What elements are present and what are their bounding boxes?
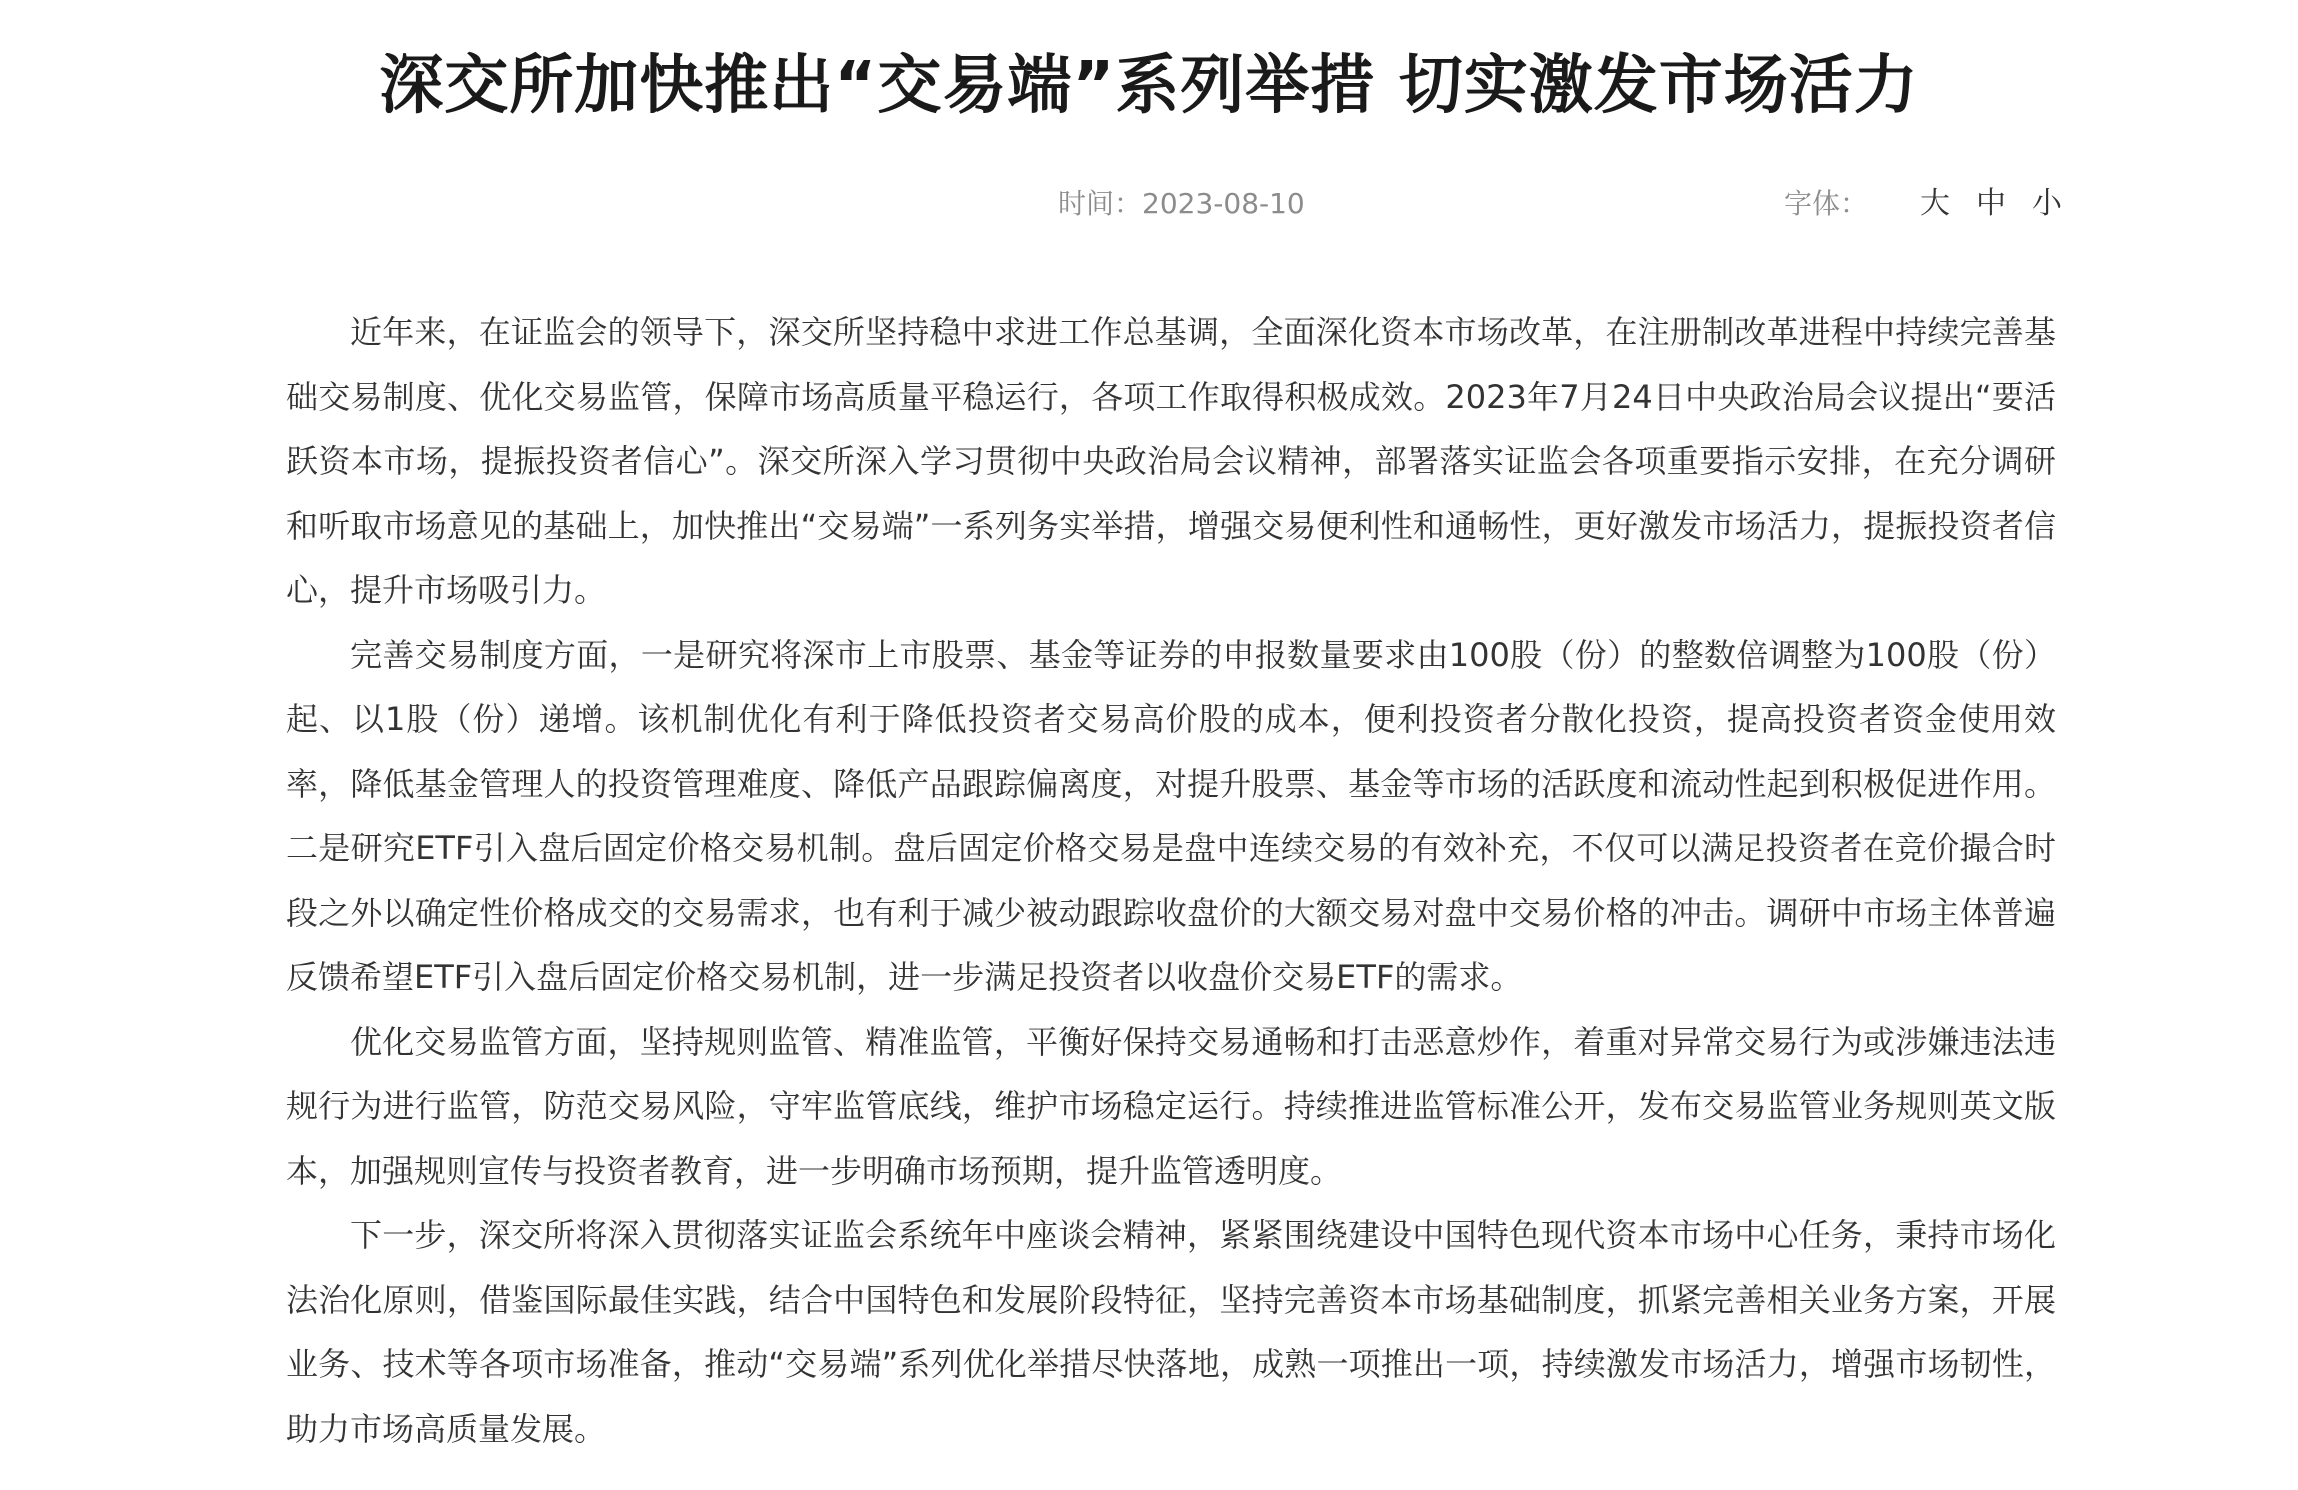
font-size-label: 字体： — [1783, 187, 1868, 220]
date-label: 时间： — [1058, 187, 1143, 220]
publish-date — [1058, 180, 1305, 228]
font-size-small-button[interactable]: 小 — [2032, 186, 2062, 221]
article-paragraph-2: 完善交易制度方面，一是研究将深市上市股票、基金等证券的申报数量要求由100股（份）的整数倍调整为100股（份）起、以1股（份）递增。该机制优化有利于降低投资者交易高价股的成本，便利投资者分散化投资，提高投资者资金使用效率，降低基金管理人的投资管理难度、降低产品跟踪偏离度，对提升股票、基金等市场的活跃度和流动性起到积极促进作用。二是研究ETF引入盘后固定价格交易机制。盘后固定价格交易是盘中连续交易的有效补充，不仅可以满足投资者在竞价撮合时段之外以确定性价格成交的交易需求，也有利于减少被动跟踪收盘价的大额交易对盘中交易价格的冲击。调研中市场主体普遍反馈希望ETF引入盘后固定价格交易机制，进一步满足投资者以收盘价交易ETF的需求。 — [286, 635, 2056, 996]
article-title: 深交所加快推出“交易端”系列举措 切实激发市场活力 — [379, 49, 1919, 123]
article-paragraph-1: 近年来，在证监会的领导下，深交所坚持稳中求进工作总基调，全面深化资本市场改革，在注册制改革进程中持续完善基础交易制度、优化交易监管，保障市场高质量平稳运行，各项工作取得积极成效。2023年7月24日中央政治局会议提出“要活跃资本市场，提振投资者信心”。深交所深入学习贯彻中央政治局会议精神，部署落实证监会各项重要指示安排，在充分调研和听取市场意见的基础上，加快推出“交易端”一系列务实举措，增强交易便利性和通畅性，更好激发市场活力，提振投资者信心，提升市场吸引力。 — [286, 313, 2056, 609]
article-paragraph-4: 下一步，深交所将深入贯彻落实证监会系统年中座谈会精神，紧紧围绕建设中国特色现代资本市场中心任务，秉持市场化法治化原则，借鉴国际最佳实践，结合中国特色和发展阶段特征，坚持完善资本市场基础制度，抓紧完善相关业务方案，开展业务、技术等各项市场准备，推动“交易端”系列优化举措尽快落地，成熟一项推出一项，持续激发市场活力，增强市场韧性，助力市场高质量发展。 — [286, 1216, 2056, 1448]
font-size-medium-button[interactable]: 中 — [1976, 186, 2006, 221]
article-body — [286, 300, 2056, 1461]
font-size-large-button[interactable]: 大 — [1920, 186, 1950, 221]
font-size-switcher — [1784, 180, 2062, 228]
article-paragraph-3: 优化交易监管方面，坚持规则监管、精准监管，平衡好保持交易通畅和打击恶意炒作，着重对异常交易行为或涉嫌违法违规行为进行监管，防范交易风险，守牢监管底线，维护市场稳定运行。持续推进监管标准公开，发布交易监管业务规则英文版本，加强规则宣传与投资者教育，进一步明确市场预期，提升监管透明度。 — [286, 1022, 2056, 1190]
article-meta — [0, 180, 2298, 228]
date-value: 2023-08-10 — [1142, 187, 1305, 220]
